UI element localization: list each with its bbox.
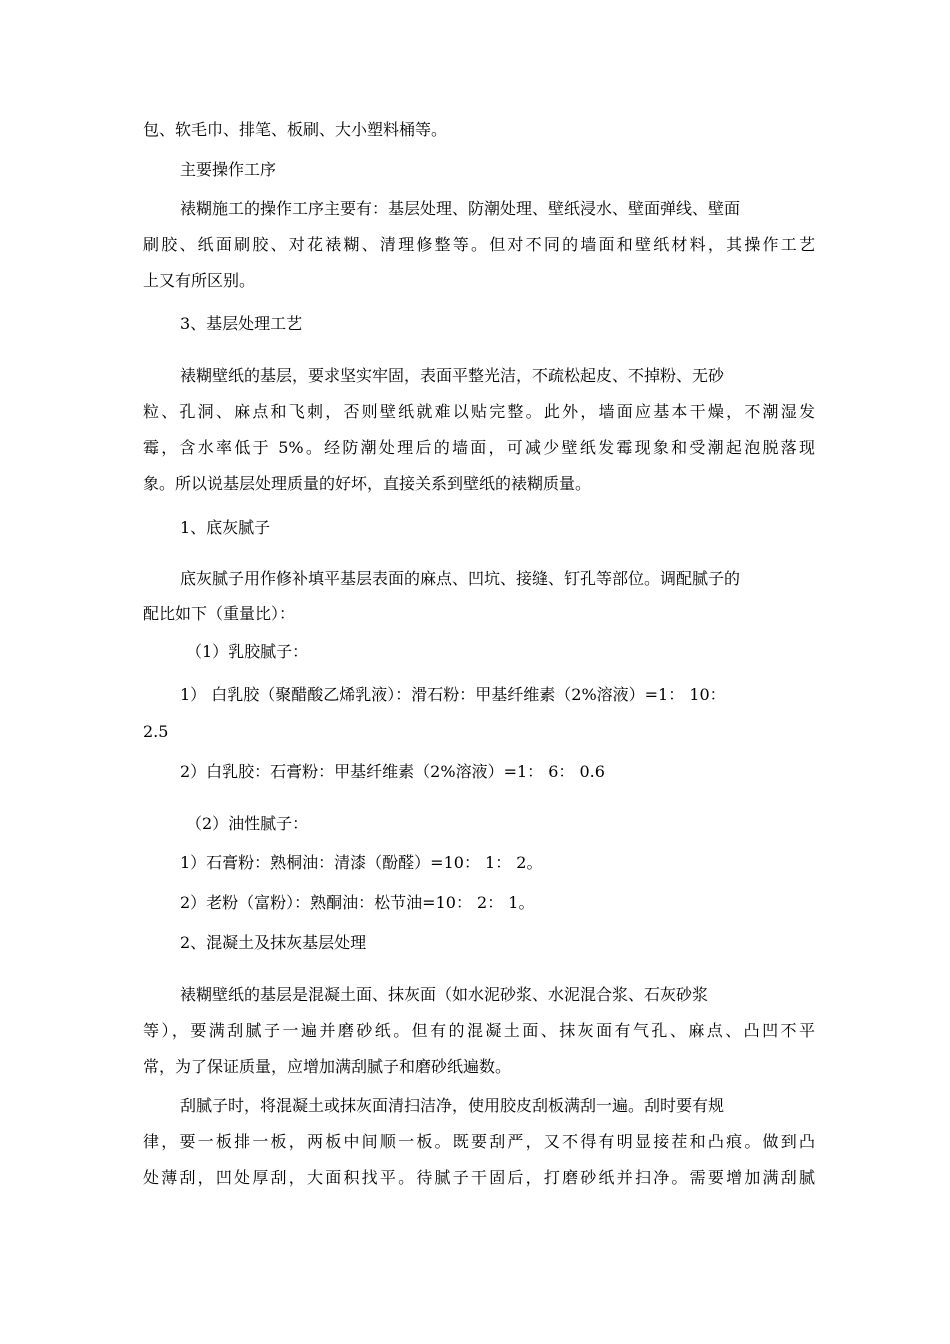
paragraph-line: 等），要满刮腻子一遍并磨砂纸。但有的混凝土面、抹灰面有气孔、麻点、凸凹不平 <box>143 1021 815 1040</box>
subsection-heading: （2）油性腻子： <box>186 814 309 833</box>
paragraph-line: 配比如下（重量比）： <box>143 604 296 623</box>
section-heading: 3、基层处理工艺 <box>180 314 303 333</box>
paragraph-line: 霉，含水率低于 5%。经防潮处理后的墙面，可减少壁纸发霉现象和受潮起泡脱落现 <box>143 438 815 457</box>
paragraph-line: 粒、孔洞、麻点和飞刺，否则壁纸就难以贴完整。此外，墙面应基本干燥，不潮湿发 <box>143 402 815 421</box>
subsection-heading: （1）乳胶腻子： <box>186 642 309 661</box>
paragraph-line: 包、软毛巾、排笔、板刷、大小塑料桶等。 <box>143 120 448 139</box>
paragraph-line: 裱糊施工的操作工序主要有：基层处理、防潮处理、壁纸浸水、壁面弹线、壁面 <box>180 199 741 218</box>
paragraph-line: 律，要一板排一板，两板中间顺一板。既要刮严，又不得有明显接茬和凸痕。做到凸 <box>143 1132 815 1151</box>
paragraph-line: 常，为了保证质量，应增加满刮腻子和磨砂纸遍数。 <box>143 1057 512 1076</box>
formula-line: 2）老粉（富粉）：熟酮油：松节油=10： 2： 1。 <box>180 893 535 912</box>
paragraph-line: 象。所以说基层处理质量的好坏，直接关系到壁纸的裱糊质量。 <box>143 474 592 493</box>
paragraph-line: 刷胶、纸面刷胶、对花裱糊、清理修整等。但对不同的墙面和壁纸材料，其操作工艺 <box>143 235 815 254</box>
paragraph-line: 刮腻子时，将混凝土或抹灰面清扫洁净，使用胶皮刮板满刮一遍。刮时要有规 <box>180 1096 725 1115</box>
formula-line: 2）白乳胶：石膏粉：甲基纤维素（2%溶液）=1： 6： 0.6 <box>180 762 605 781</box>
section-heading: 2、混凝土及抹灰基层处理 <box>180 933 367 952</box>
section-heading: 1、底灰腻子 <box>180 518 271 537</box>
formula-line: 2.5 <box>143 722 169 741</box>
paragraph-line: 裱糊壁纸的基层是混凝土面、抹灰面（如水泥砂浆、水泥混合浆、石灰砂浆 <box>180 985 709 1004</box>
formula-line: 1）石膏粉：熟桐油：清漆（酚醛）=10： 1： 2。 <box>180 853 543 872</box>
section-heading: 主要操作工序 <box>180 160 277 179</box>
paragraph-line: 裱糊壁纸的基层，要求坚实牢固，表面平整光洁，不疏松起皮、不掉粉、无砂 <box>180 366 725 385</box>
paragraph-line: 上又有所区别。 <box>143 271 256 290</box>
formula-line: 1） 白乳胶（聚醋酸乙烯乳液）：滑石粉：甲基纤维素（2%溶液）=1： 10： <box>180 685 726 704</box>
paragraph-line: 底灰腻子用作修补填平基层表面的麻点、凹坑、接缝、钉孔等部位。调配腻子的 <box>180 569 741 588</box>
paragraph-line: 处薄刮，凹处厚刮，大面积找平。待腻子干固后，打磨砂纸并扫净。需要增加满刮腻 <box>143 1168 815 1187</box>
